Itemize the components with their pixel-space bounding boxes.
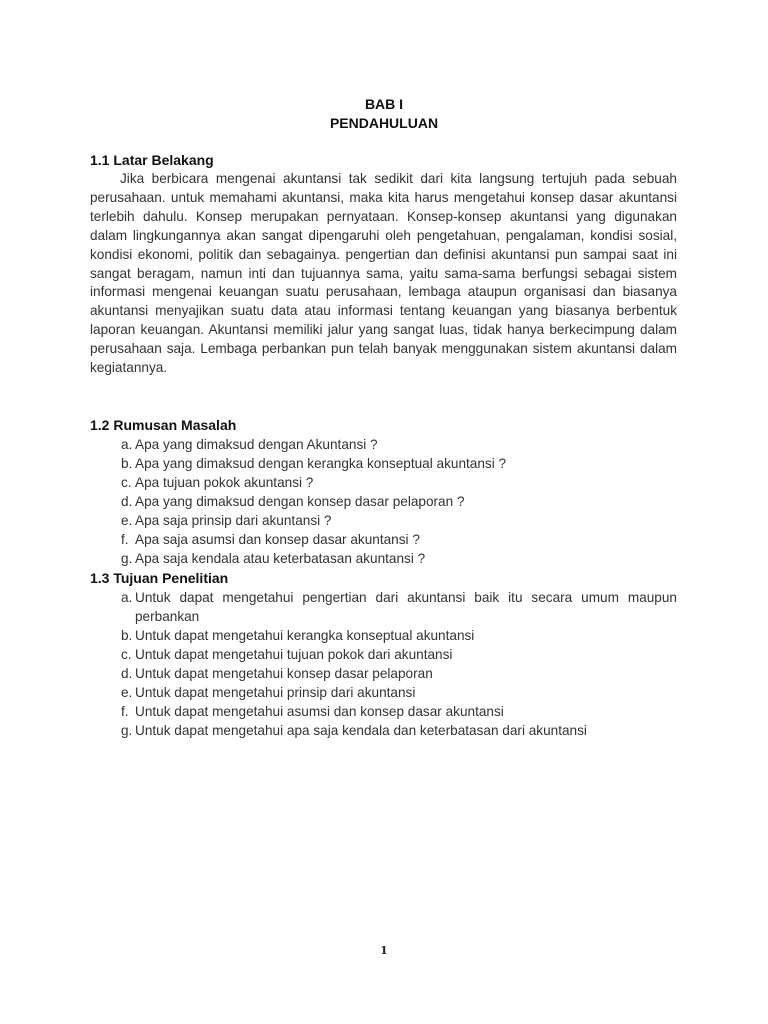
list-item: f. Apa saja asumsi dan konsep dasar akuntansi ? xyxy=(121,532,420,547)
list-item: f. Untuk dapat mengetahui asumsi dan konsep dasar akuntansi xyxy=(121,704,504,719)
list-item: e. Apa saja prinsip dari akuntansi ? xyxy=(121,513,332,528)
list-item: c. Untuk dapat mengetahui tujuan pokok dari akuntansi xyxy=(121,647,453,662)
list-item: a. Apa yang dimaksud dengan Akuntansi ? xyxy=(121,437,378,452)
list-item: d. Apa yang dimaksud dengan konsep dasar pelaporan ? xyxy=(121,494,465,509)
page-number: 1 xyxy=(380,944,388,957)
objective-list xyxy=(90,588,677,740)
list-item: c. Apa tujuan pokok akuntansi ? xyxy=(121,475,314,490)
list-item: g. Untuk dapat mengetahui apa saja kendala dan keterbatasan dari akuntansi xyxy=(121,723,587,738)
section-heading-tujuan-penelitian: 1.3 Tujuan Penelitian xyxy=(90,570,229,586)
list-item: e. Untuk dapat mengetahui prinsip dari akuntansi xyxy=(121,685,416,700)
list-item: b. Untuk dapat mengetahui kerangka konseptual akuntansi xyxy=(121,628,475,643)
list-item: a. Untuk dapat mengetahui pengertian dari akuntansi baik itu secara umum maupun perbankan xyxy=(121,590,677,624)
list-item: d. Untuk dapat mengetahui konsep dasar pelaporan xyxy=(121,666,433,681)
list-item: b. Apa yang dimaksud dengan kerangka konseptual akuntansi ? xyxy=(121,456,507,471)
chapter-title: PENDAHULUAN xyxy=(329,115,439,131)
problem-list xyxy=(90,435,677,568)
background-paragraph: Jika berbicara mengenai akuntansi tak sedikit dari kita langsung tertujuh pada sebuah perusahaan. untuk memahami akuntansi, maka kita harus mengetahui konsep dasar akuntansi terlebih dahulu. Konsep merupakan pernyataan. Konsep-konsep akuntansi yang digunakan dalam lingkungannya akan sangat dipengaruhi oleh pengetahuan, pengalaman, kondisi sosial, kondisi ekonomi, politik dan sebagainya. pengertian dan definisi akuntansi pun sampai saat ini sangat beragam, namun inti dan tujuannya sama, yaitu sama-sama berfungsi sebagai sistem informasi mengenai keuangan suatu perusahaan, lembaga ataupun organisasi dan biasanya akuntansi menyajikan suatu data atau informasi tentang keuangan yang biasanya berbentuk laporan keuangan. Akuntansi memiliki jalur yang sangat luas, tidak hanya berkecimpung dalam perusahaan saja. Lembaga perbankan pun telah banyak menggunakan sistem akuntansi dalam kegiatannya. xyxy=(90,171,677,376)
section-heading-latar-belakang: 1.1 Latar Belakang xyxy=(90,152,214,168)
list-item: g. Apa saja kendala atau keterbatasan akuntansi ? xyxy=(121,551,426,566)
section-heading-rumusan-masalah: 1.2 Rumusan Masalah xyxy=(90,417,237,433)
chapter-label: BAB I xyxy=(364,96,404,112)
